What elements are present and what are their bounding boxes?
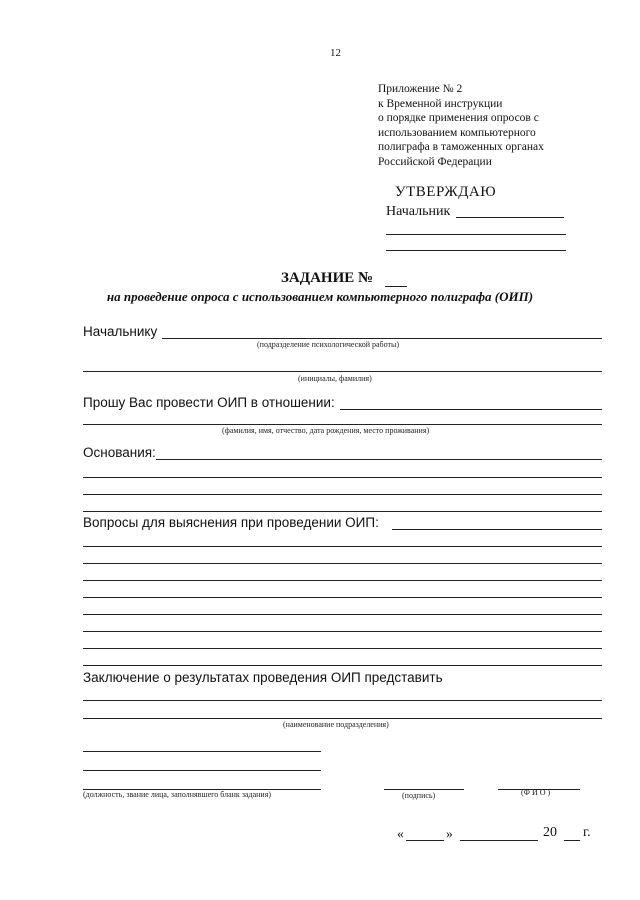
approval-title: УТВЕРЖДАЮ xyxy=(395,184,497,200)
grounds-line[interactable] xyxy=(156,459,602,460)
date-month-line[interactable] xyxy=(460,840,538,841)
task-title xyxy=(281,270,373,287)
questions-line[interactable] xyxy=(392,529,602,530)
position-line[interactable] xyxy=(83,751,321,752)
task-number-line[interactable] xyxy=(385,286,407,287)
signature-line[interactable] xyxy=(384,789,464,790)
request-person-line-2[interactable] xyxy=(83,424,602,425)
request-label: Прошу Вас провести ОИП в отношении: xyxy=(83,395,335,410)
approval-line[interactable] xyxy=(386,234,566,235)
chief-caption: (подразделение психологической работы) xyxy=(257,340,400,349)
division-caption: (наименование подразделения) xyxy=(283,720,389,729)
appendix-line: Российской Федерации xyxy=(378,155,492,168)
questions-line[interactable] xyxy=(83,614,602,615)
full-name-caption: (Ф И О ) xyxy=(521,788,551,797)
questions-line[interactable] xyxy=(83,563,602,564)
approval-chief-line[interactable] xyxy=(456,217,564,218)
position-caption: (должность, звание лица, заполнявшего бланк задания) xyxy=(83,790,272,799)
date-year-line[interactable] xyxy=(564,840,580,841)
questions-line[interactable] xyxy=(83,597,602,598)
questions-label: Вопросы для выяснения при проведении ОИП: xyxy=(83,515,379,530)
appendix-line: о порядке применения опросов с xyxy=(378,112,539,124)
chief-division-line[interactable] xyxy=(162,338,602,339)
questions-line[interactable] xyxy=(83,580,602,581)
questions-line[interactable] xyxy=(83,665,602,666)
conclusion-label: Заключение о результатах проведения ОИП представить xyxy=(83,670,443,685)
questions-line[interactable] xyxy=(83,631,602,632)
position-line[interactable] xyxy=(83,770,321,771)
questions-line[interactable] xyxy=(83,546,602,547)
task-title-text: ЗАДАНИЕ № xyxy=(281,270,374,286)
appendix-line: полиграфа в таможенных органах xyxy=(378,141,544,153)
conclusion-line[interactable] xyxy=(83,718,602,719)
grounds-line[interactable] xyxy=(83,494,602,495)
date-day-line[interactable] xyxy=(406,840,444,841)
appendix-block xyxy=(378,82,544,169)
initials-caption: (инициалы, фамилия) xyxy=(298,374,372,383)
page-number: 12 xyxy=(330,47,341,59)
date-year-prefix: 20 xyxy=(543,825,557,840)
date-open-quote: « xyxy=(397,826,404,841)
conclusion-line[interactable] xyxy=(83,700,602,701)
date-year-suffix: г. xyxy=(583,825,591,840)
questions-line[interactable] xyxy=(83,648,602,649)
chief-label: Начальнику xyxy=(83,324,158,339)
grounds-line[interactable] xyxy=(83,477,602,478)
signature-caption: (подпись) xyxy=(402,791,436,800)
grounds-label: Основания: xyxy=(83,445,156,460)
initials-line[interactable] xyxy=(83,371,602,372)
grounds-line[interactable] xyxy=(83,511,602,512)
appendix-line: к Временной инструкции xyxy=(378,97,503,110)
approval-line[interactable] xyxy=(386,250,566,251)
appendix-line: использованием компьютерного xyxy=(378,126,536,139)
task-subtitle: на проведение опроса с использованием компьютерного полиграфа (ОИП) xyxy=(106,289,534,304)
request-person-line[interactable] xyxy=(340,409,602,410)
appendix-line: Приложение № 2 xyxy=(378,83,463,95)
approval-chief-label: Начальник xyxy=(386,204,451,219)
person-caption: (фамилия, имя, отчество, дата рождения, место проживания) xyxy=(222,426,430,435)
date-close-quote: » xyxy=(446,826,453,841)
